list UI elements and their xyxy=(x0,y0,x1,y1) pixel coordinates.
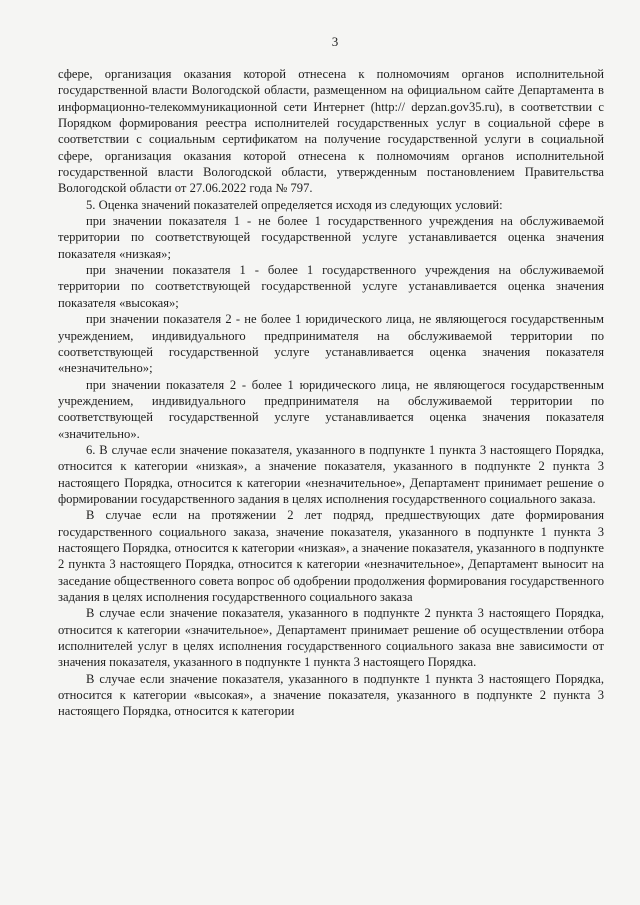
paragraph-significant-case: В случае если значение показателя, указанного в подпункте 2 пункта 3 настоящего Порядка, относится к категории «значительное», Департамент принимает решение об осуществлении отбора исполнителей услуг в целях исполнения государственного социального заказа вне зависимости от значения показателя, указанного в подпункте 1 пункта 3 настоящего Порядка. xyxy=(58,606,604,670)
paragraph-indicator-2-insignificant: при значении показателя 2 - не более 1 юридического лица, не являющегося государственным учреждением, индивидуального предпринимателя на обслуживаемой территории по соответствующей государственной услуге устанавливается оценка значения показателя «незначительно»; xyxy=(58,312,604,376)
paragraph-high-case: В случае если значение показателя, указанного в подпункте 1 пункта 3 настоящего Порядка, относится к категории «высокая», а значение показателя, указанного в подпункте 2 пункта 3 настоящего Порядка, относится к категории xyxy=(58,671,604,719)
paragraph-indicator-2-significant: при значении показателя 2 - более 1 юридического лица, не являющегося государственным учреждением, индивидуального предпринимателя на обслуживаемой территории по соответствующей государственной услуге устанавливается оценка значения показателя «значительно». xyxy=(58,377,604,441)
paragraph-item-5-intro: 5. Оценка значений показателей определяется исходя из следующих условий: xyxy=(86,197,503,212)
paragraph-two-years-case: В случае если на протяжении 2 лет подряд, предшествующих дате формирования государственного социального заказа, значение показателя, указанного в подпункте 1 пункта 3 настоящего Порядка, относится к категории «низкая», а значение показателя, указанного в подпункте 2 пункта 3 настоящего Порядка, относится к категории «незначительное», Департамент выносит на заседание общественного совета вопрос об одобрении продолжения формирования государственного задания в целях исполнения государственного социального заказа xyxy=(58,508,604,604)
paragraph-indicator-1-high: при значении показателя 1 - более 1 государственного учреждения на обслуживаемой территории по соответствующей государственной услуге устанавливается оценка значения показателя «высокая»; xyxy=(58,263,604,310)
paragraph-indicator-1-low: при значении показателя 1 - не более 1 государственного учреждения на обслуживаемой территории по соответствующей государственной услуге устанавливается оценка значения показателя «низкая»; xyxy=(58,214,604,261)
page-number: 3 xyxy=(331,34,339,49)
paragraph-registry-reference: сфере, организация оказания которой отнесена к полномочиям органов исполнительной государственной власти Вологодской области, размещенном на официальном сайте Департамента в информационно-телекоммуникационной сети Интернет (http:// depzan.gov35.ru), в соответствии с Порядком формирования реестра исполнителей государственных услуг в социальной сфере в соответствии с социальным сертификатом на получение государственной услуги в социальной сфере, организация оказания которой отнесена к полномочиям органов исполнительной государственной власти Вологодской области, утвержденным постановлением Правительства Вологодской области от 27.06.2022 года № 797. xyxy=(58,67,604,196)
document-body xyxy=(58,66,604,720)
paragraph-item-6: 6. В случае если значение показателя, указанного в подпункте 1 пункта 3 настоящего Порядка, относится к категории «низкая», а значение показателя, указанного в подпункте 2 пункта 3 настоящего Порядка, относится к категории «незначительное», Департамент принимает решение о формировании государственного задания в целях исполнения государственного социального заказа. xyxy=(58,442,604,506)
